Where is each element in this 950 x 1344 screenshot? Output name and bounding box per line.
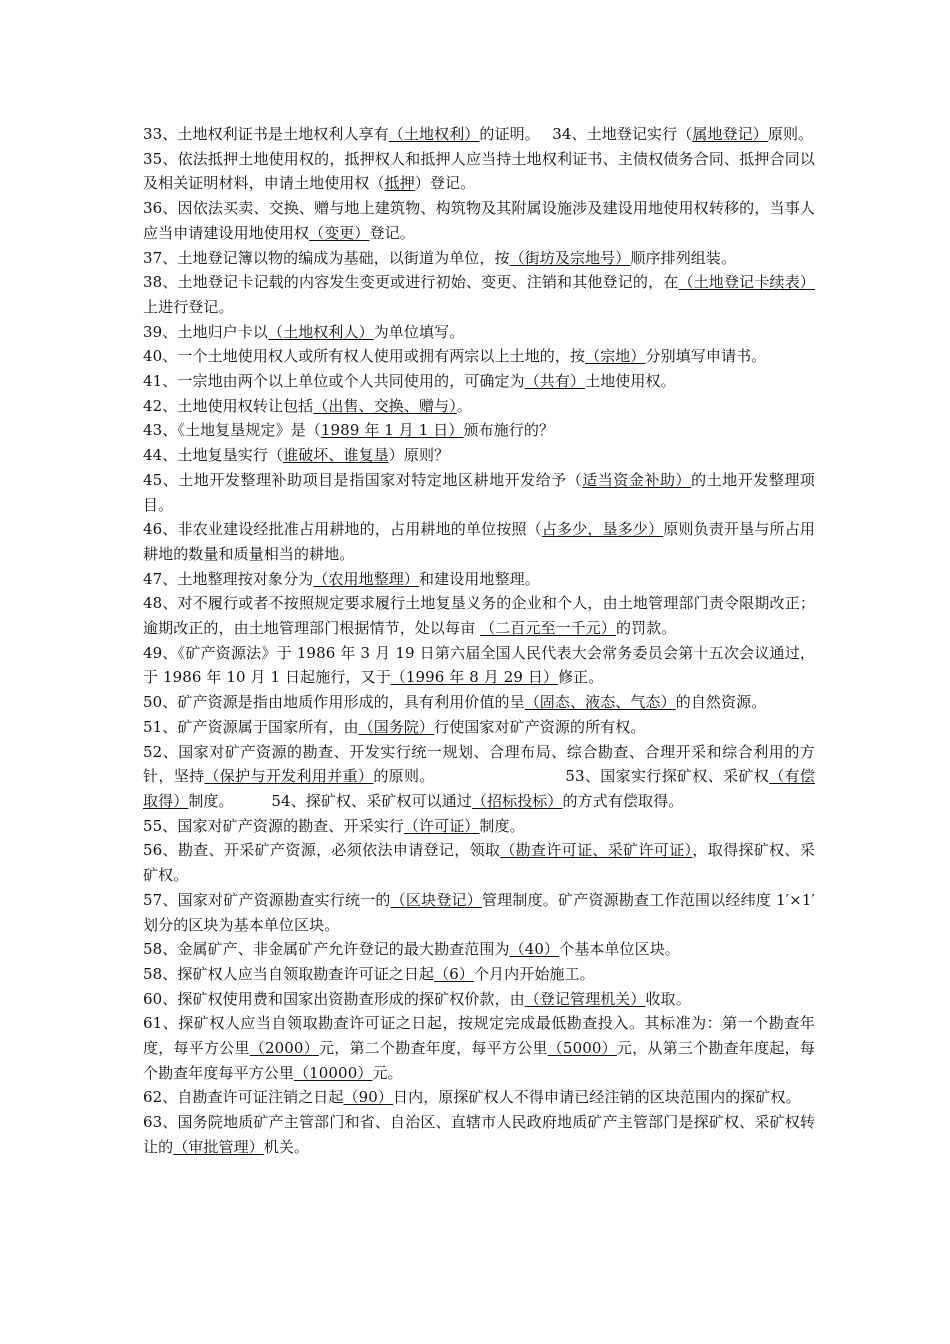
question-text: 52、国家对矿产资源的勘查、开发实行统一规划、合理布局、综合勘查、合理开采和综合利用的方针，坚持 (143, 742, 815, 786)
answer-text: （40） (509, 940, 560, 959)
question-paragraph (143, 147, 815, 196)
answer-text: （保护与开发利用并重） (204, 767, 374, 786)
question-text: ）原则？ (388, 446, 450, 465)
question-paragraph (143, 888, 815, 937)
answer-text: （土地权利人） (268, 322, 374, 341)
answer-text: （街坊及宗地号） (509, 248, 631, 267)
question-paragraph (143, 740, 815, 814)
question-text: 。 (456, 396, 472, 415)
answer-text: （出售、交换、赠与） (313, 396, 457, 415)
question-text: 41、一宗地由两个以上单位或个人共同使用的，可确定为 (143, 372, 525, 391)
question-text: 元，从第三个勘查年度起，每个勘查年度每平方公里 (143, 1039, 815, 1082)
question-text: 42、土地使用权转让包括 (143, 396, 314, 415)
question-paragraph (143, 814, 815, 839)
question-text: 43、《土地复垦规定》是（ (143, 421, 321, 440)
question-text: 土地使用权。 (585, 372, 676, 391)
answer-text: （宗地） (585, 347, 646, 366)
question-text: 制度。 54、探矿权、采矿权可以通过 (188, 791, 472, 810)
question-paragraph (143, 987, 815, 1012)
question-paragraph (143, 715, 815, 740)
question-paragraph (143, 369, 815, 394)
question-paragraph (143, 690, 815, 715)
question-text: 和建设用地整理。 (419, 569, 540, 588)
question-text: 35、依法抵押土地使用权的，抵押权人和抵押人应当持土地权利证书、主债权债务合同、抵押合同以及相关证明材料，申请土地使用权（ (143, 149, 815, 193)
question-text: 的方式有偿取得。 (562, 791, 684, 810)
question-text: 62、自勘查许可证注销之日起 (143, 1088, 344, 1107)
question-paragraph (143, 1085, 815, 1110)
question-text: 63、国务院地质矿产主管部门和省、自治区、直辖市人民政府地质矿产主管部门是探矿权、采矿权转让的 (143, 1113, 815, 1156)
question-text: 顺序排列组装。 (630, 248, 737, 267)
question-text: 48、对不履行或者不按照规定要求履行土地复垦义务的企业和个人，由土地管理部门责令限期改正；逾期改正的，由土地管理部门根据情节，处以每亩 (143, 594, 815, 638)
question-paragraph (143, 270, 815, 319)
answer-text: 1989 年 1 月 1 日） (320, 421, 464, 440)
question-text: 的自然资源。 (675, 693, 767, 712)
question-text: 33、土地权利证书是土地权利人享有 (143, 125, 389, 143)
question-text: 的证明。 34、土地登记实行（ (479, 125, 693, 143)
question-text: 日内，原探矿权人不得申请已经注销的区块范围内的探矿权。 (393, 1088, 801, 1107)
answer-text: （6） (434, 964, 474, 983)
question-paragraph (143, 320, 815, 345)
answer-text: （区块登记） (390, 890, 482, 909)
question-paragraph (143, 591, 815, 640)
question-text: 原则负责开垦与所占用耕地的数量和质量相当的耕地。 (143, 520, 815, 563)
question-text: 47、土地整理按对象分为 (143, 569, 314, 588)
question-paragraph (143, 394, 815, 419)
question-text: 的罚款。 (615, 619, 677, 638)
question-text: 元，第二个勘查年度，每平方公里 (318, 1039, 548, 1058)
question-text: 个月内开始施工。 (473, 964, 595, 983)
question-text: 51、矿产资源属于国家所有，由 (143, 717, 359, 736)
answer-text: （5000） (547, 1039, 617, 1058)
question-text: 颁布施行的？ (463, 421, 555, 440)
answer-text: （变更） (309, 223, 370, 242)
answer-text: （国务院） (358, 717, 435, 736)
question-text: 个基本单位区块。 (559, 940, 680, 959)
question-text: 61、探矿权人应当自领取勘查许可证之日起，按规定完成最低勘查投入。其标准为：第一个勘查年度，每平方公里 (143, 1014, 815, 1058)
question-text: 修正。 (558, 668, 604, 687)
answer-text: 谁破坏、谁复垦 (283, 446, 389, 465)
question-text: 37、土地登记簿以物的编成为基础，以街道为单位，按 (143, 248, 510, 267)
question-text: 57、国家对矿产资源勘查实行统一的 (143, 890, 391, 909)
answer-text: 占多少，垦多少） (541, 520, 664, 539)
question-paragraph (143, 1011, 815, 1085)
answer-text: （90） (343, 1088, 393, 1107)
question-text: 为单位填写。 (373, 322, 465, 341)
question-text: 56、勘查、开采矿产资源，必须依法申请登记，领取 (143, 841, 501, 860)
question-paragraph (143, 122, 815, 147)
answer-text: 属地登记） (692, 125, 768, 143)
question-text: 60、探矿权使用费和国家出资勘查形成的探矿权价款，由 (143, 989, 525, 1008)
question-text: 元。 (372, 1063, 403, 1082)
question-text: ，取得探矿权、采矿权。 (143, 841, 815, 885)
question-text: 46、非农业建设经批准占用耕地的，占用耕地的单位按照（ (143, 520, 542, 539)
question-text: 55、国家对矿产资源的勘查、开采实行 (143, 816, 404, 835)
question-paragraph (143, 196, 815, 245)
answer-text: （农用地整理） (313, 569, 419, 588)
question-paragraph (143, 641, 815, 690)
question-text: 制度。 (479, 816, 525, 835)
question-text: 上进行登记。 (143, 297, 234, 316)
question-text: 36、因依法买卖、交换、赠与地上建筑物、构筑物及其附属设施涉及建设用地使用权转移的，当事人应当申请建设用地使用权 (143, 199, 815, 242)
question-text: 分别填写申请书。 (645, 347, 767, 366)
answer-text: （土地权利） (388, 125, 480, 143)
question-text: 的原则。 53、国家实行探矿权、采矿权 (373, 767, 770, 786)
answer-text: （有偿取得） (143, 767, 815, 810)
question-text: 的土地开发整理项目。 (143, 470, 815, 514)
question-text: 行使国家对矿产资源的所有权。 (434, 717, 646, 736)
question-text: 管理制度。矿产资源勘查工作范围以经纬度 1′×1′划分的区块为基本单位区块。 (143, 890, 815, 934)
question-paragraph (143, 517, 815, 566)
answer-text: （招标投标） (471, 791, 563, 810)
answer-text: （登记管理机关） (524, 989, 646, 1008)
question-paragraph (143, 937, 815, 962)
question-paragraph (143, 418, 815, 443)
answer-text: （许可证） (403, 816, 480, 835)
question-text: 40、一个土地使用权人或所有权人使用或拥有两宗以上土地的，按 (143, 347, 586, 366)
answer-text: （土地登记卡续表） (678, 273, 815, 292)
question-text: 机关。 (263, 1137, 310, 1156)
answer-text: （1996 年 8 月 29 日） (390, 668, 559, 687)
question-paragraph (143, 962, 815, 987)
question-text: 44、土地复垦实行（ (143, 446, 284, 465)
answer-text: （2000） (249, 1039, 319, 1058)
question-text: 45、土地开发整理补助项目是指国家对特定地区耕地开发给予（ (143, 470, 583, 489)
answer-text: （固态、液态、气态） (524, 693, 676, 712)
question-text: 58、探矿权人应当自领取勘查许可证之日起 (143, 964, 435, 983)
question-paragraph (143, 246, 815, 271)
question-text: 58、金属矿产、非金属矿产允许登记的最大勘查范围为 (143, 940, 510, 959)
question-paragraph (143, 344, 815, 369)
question-paragraph (143, 468, 815, 517)
question-text: 登记。 (369, 223, 415, 242)
answer-text: 抵押 (384, 174, 415, 193)
question-paragraph (143, 1110, 815, 1159)
answer-text: （勘查许可证、采矿许可证） (500, 841, 693, 860)
question-text: 38、土地登记卡记载的内容发生变更或进行初始、变更、注销和其他登记的，在 (143, 273, 679, 292)
question-paragraph (143, 443, 815, 468)
question-text: 收取。 (645, 989, 691, 1008)
question-paragraph (143, 567, 815, 592)
question-text: 39、土地归户卡以 (143, 322, 268, 341)
question-paragraph (143, 838, 815, 887)
question-text: ）登记。 (414, 174, 476, 193)
document-body (143, 122, 815, 1160)
question-text: 49、《矿产资源法》于 1986 年 3 月 19 日第六届全国人民代表大会常务委员会第十五次会议通过，于 1986 年 10 月 1 日起施行，又于 (143, 643, 815, 687)
answer-text: 适当资金补助） (582, 470, 692, 489)
answer-text: （共有） (524, 372, 586, 391)
question-text: 50、矿产资源是指由地质作用形成的，具有利用价值的呈 (143, 693, 525, 712)
answer-text: （二百元至一千元） (480, 619, 616, 638)
answer-text: （10000） (294, 1063, 373, 1082)
question-text: 原则。 (767, 125, 814, 143)
answer-text: （审批管理） (173, 1137, 264, 1156)
